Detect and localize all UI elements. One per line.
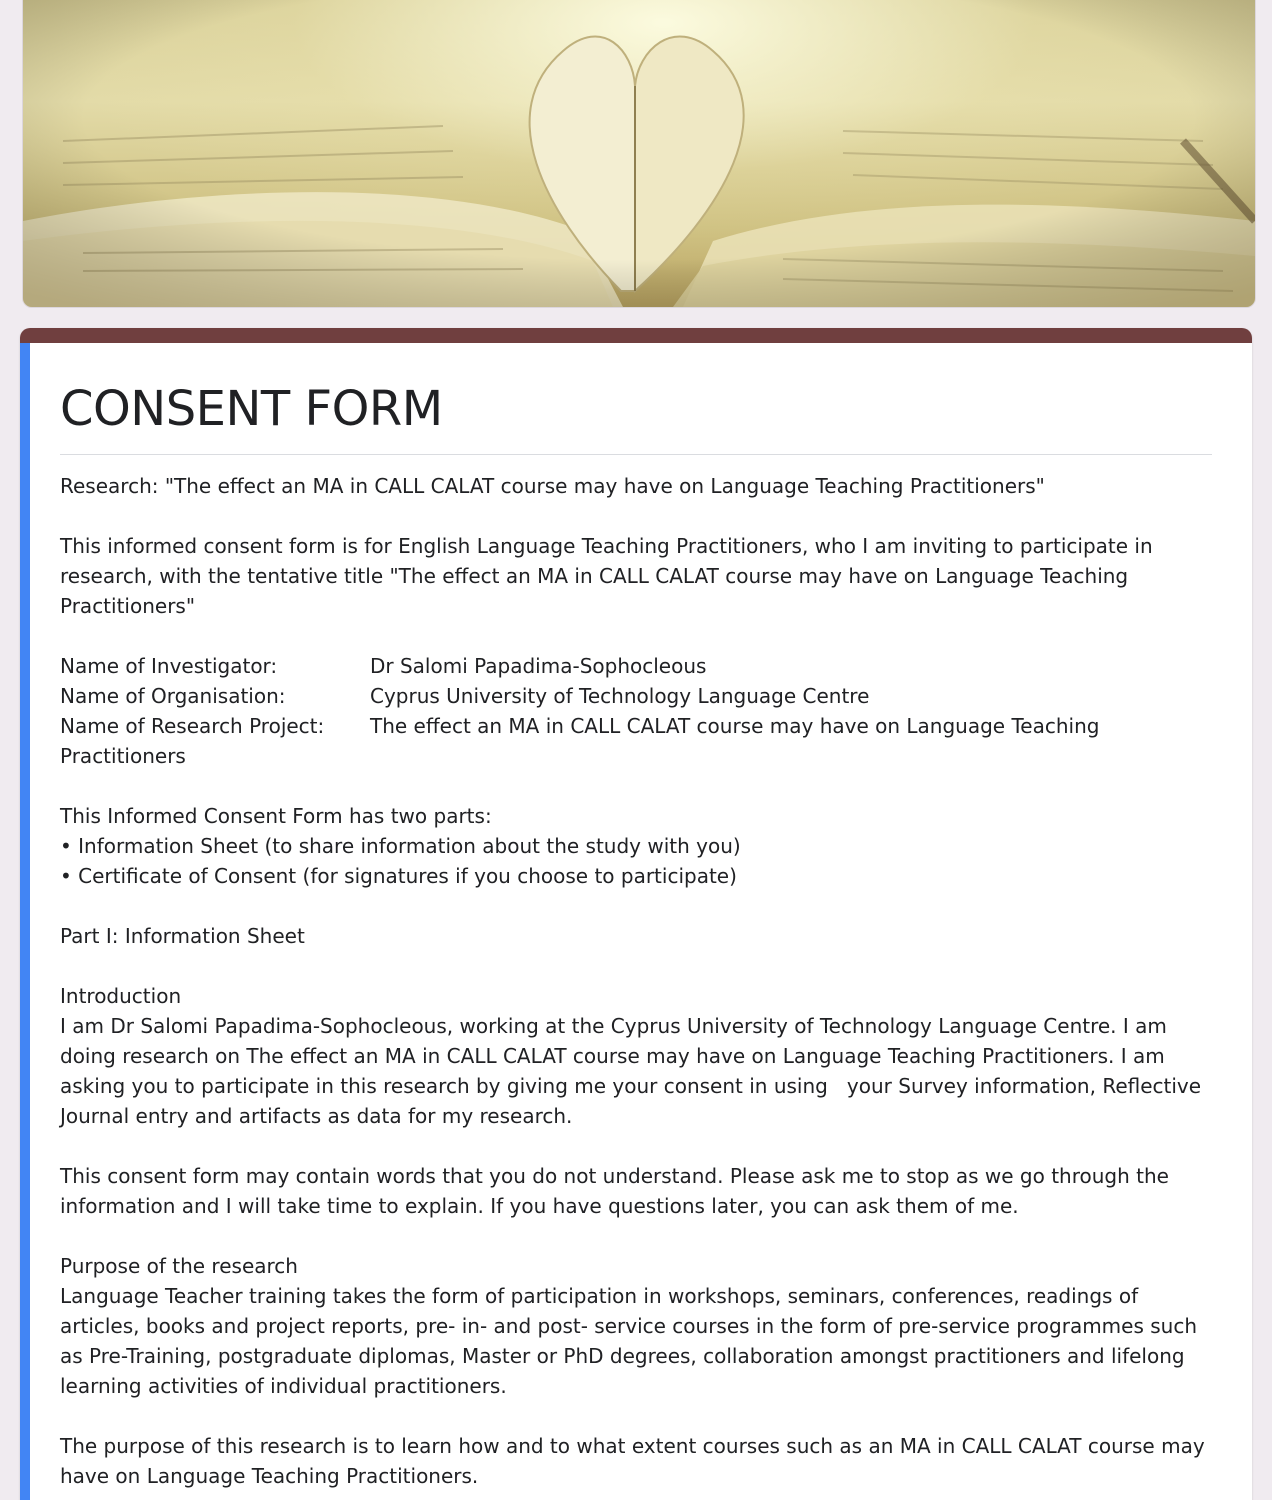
parts-item: • Information Sheet (to share information about the study with you): [60, 834, 741, 858]
card-content: [60, 378, 1212, 1491]
investigator-label: Name of Investigator:: [60, 654, 278, 678]
investigator-value: Dr Salomi Papadima-Sophocleous: [370, 654, 707, 678]
part1-heading: Part I: Information Sheet: [60, 924, 305, 948]
purpose-heading: Purpose of the research: [60, 1254, 298, 1278]
parts-heading: This Informed Consent Form has two parts:: [60, 804, 492, 828]
card-focus-indicator: [20, 343, 30, 1500]
investigator-row: [60, 651, 1212, 681]
understanding-paragraph: This consent form may contain words that you do not understand. Please ask me to stop as we go through the information and I will take time to explain. If you have questions later, you can ask them of me.: [60, 1164, 1169, 1218]
project-label: Name of Research Project:: [60, 714, 325, 738]
introduction-heading: Introduction: [60, 984, 182, 1008]
header-image: [22, 0, 1256, 308]
project-value-continued: Practitioners: [60, 744, 186, 768]
purpose-text: Language Teacher training takes the form of participation in workshops, seminars, conferences, readings of articles, books and project reports, pre- in- and post- service courses in the form of pre-service programmes such as Pre-Training, postgraduate diplomas, Master or PhD degrees, collaboration amongst practitioners and lifelong learning activities of individual practitioners.: [60, 1284, 1198, 1398]
open-book-heart-illustration: [23, 0, 1255, 307]
form-title: CONSENT FORM: [60, 381, 443, 437]
organisation-value: Cyprus University of Technology Language Centre: [370, 684, 870, 708]
form-description: [60, 471, 1212, 1491]
research-line: Research: "The effect an MA in CALL CALAT course may have on Language Teaching Practitioners": [60, 474, 1045, 498]
project-row: [60, 711, 1212, 741]
card-accent-bar: [20, 328, 1252, 343]
purpose-paragraph: The purpose of this research is to learn how and to what extent courses such as an MA in CALL CALAT course may have on Language Teaching Practitioners.: [60, 1434, 1205, 1488]
introduction-text: I am Dr Salomi Papadima-Sophocleous, working at the Cyprus University of Technology Language Centre. I am doing research on The effect an MA in CALL CALAT course may have on Language Teaching Practitioners. I am asking you to participate in this research by giving me your consent in using your Survey information, Reflective Journal entry and artifacts as data for my research.: [60, 1014, 1208, 1128]
organisation-label: Name of Organisation:: [60, 684, 286, 708]
title-divider: [60, 454, 1212, 455]
form-header-card: [20, 328, 1252, 1500]
project-value: The effect an MA in CALL CALAT course may have on Language Teaching: [370, 714, 1100, 738]
organisation-row: [60, 681, 1212, 711]
parts-item: • Certificate of Consent (for signatures if you choose to participate): [60, 864, 737, 888]
intro-paragraph: This informed consent form is for English Language Teaching Practitioners, who I am inviting to participate in research, with the tentative title "The effect an MA in CALL CALAT course may have on Language Teaching Practitioners": [60, 534, 1153, 618]
